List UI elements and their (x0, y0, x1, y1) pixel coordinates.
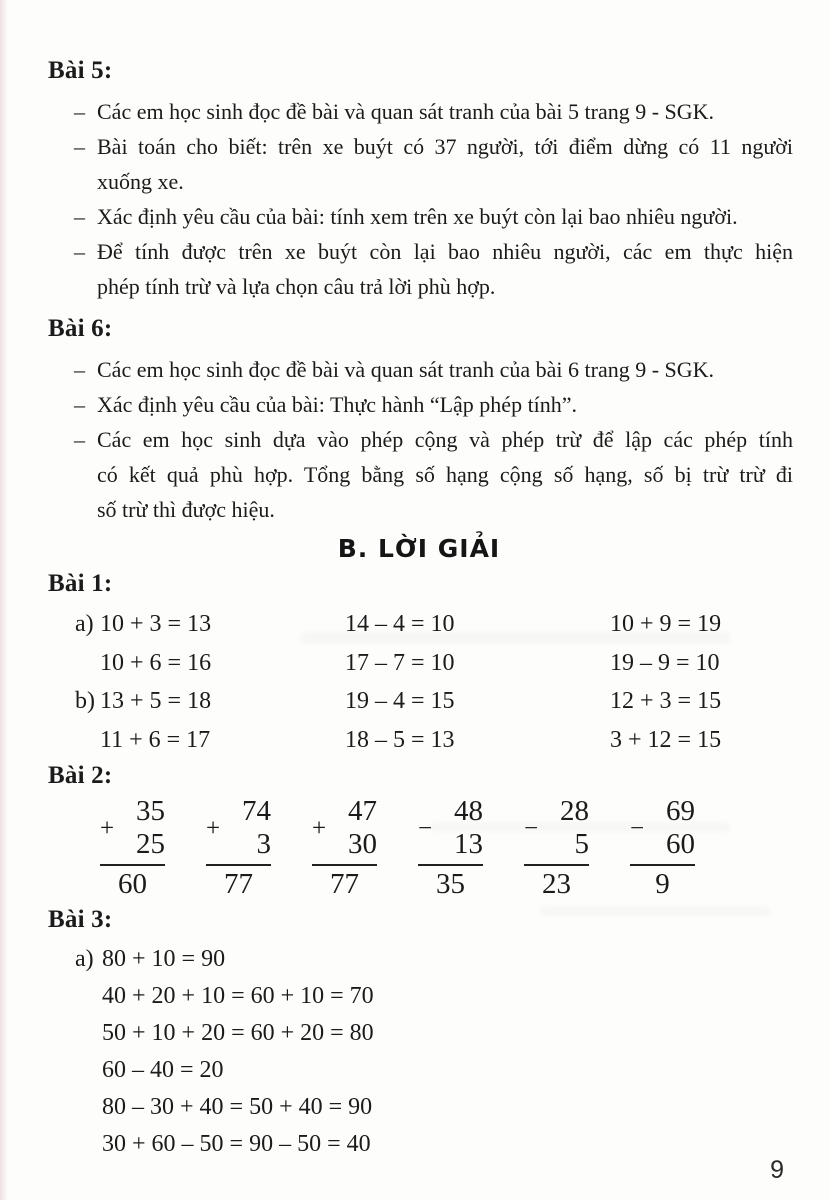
bullet-text: có kết quả phù hợp. Tổng bằng số hạng cộng số hạng, số bị trừ trừ đi (97, 462, 793, 487)
equation-row-label: b) (75, 688, 95, 714)
bullet-text: phép tính trừ và lựa chọn câu trả lời phù hợp. (97, 274, 496, 299)
operand-top: 35 (136, 795, 165, 827)
result-value: 60 (118, 868, 147, 900)
operand-top: 47 (348, 795, 377, 827)
bullet-continuation (97, 269, 793, 304)
equation: 60 – 40 = 20 (102, 1057, 224, 1083)
bullet-text: xuống xe. (97, 169, 184, 194)
bai5-heading: Bài 5: (48, 57, 113, 84)
bullet-dash: – (74, 99, 85, 124)
operator-sign: − (418, 814, 433, 842)
bullet-item (74, 352, 793, 387)
bullet-text: Các em học sinh dựa vào phép cộng và phép trừ để lập các phép tính (97, 427, 793, 452)
solutions-section-heading: B. LỜI GIẢI (337, 534, 501, 563)
operand-top: 28 (560, 795, 589, 827)
equation: 50 + 10 + 20 = 60 + 20 = 80 (102, 1020, 374, 1046)
bai1-heading: Bài 1: (48, 570, 113, 597)
equation: 14 – 4 = 10 (345, 611, 455, 637)
operator-sign: + (312, 814, 327, 842)
bullet-text: Xác định yêu cầu của bài: Thực hành “Lập phép tính”. (97, 392, 578, 417)
equation: 11 + 6 = 17 (100, 726, 211, 753)
equation-line (75, 1015, 790, 1052)
operator-sign: + (206, 814, 221, 842)
equation-row-label: a) (75, 611, 94, 637)
result-value: 9 (655, 868, 670, 900)
bullet-text: Các em học sinh đọc đề bài và quan sát tranh của bài 6 trang 9 - SGK. (97, 357, 715, 382)
vertical-problem (206, 795, 271, 901)
equation: 17 – 7 = 10 (345, 649, 455, 676)
equation-line (75, 1089, 790, 1126)
bai3-heading: Bài 3: (48, 906, 113, 933)
equation: 19 – 4 = 15 (345, 688, 455, 714)
operand-bottom: 5 (574, 828, 589, 860)
vertical-problem (630, 795, 695, 901)
bullet-dash: – (74, 239, 85, 264)
equation: 18 – 5 = 13 (345, 726, 455, 753)
vertical-problem (100, 795, 165, 901)
operand-bottom: 60 (666, 828, 695, 860)
result-value: 77 (330, 868, 359, 900)
equation-line (75, 978, 790, 1015)
operator-sign: + (100, 814, 115, 842)
bullet-dash: – (74, 134, 85, 159)
bullet-item (74, 94, 793, 129)
result-value: 77 (224, 868, 253, 900)
bai2-heading: Bài 2: (48, 762, 113, 789)
result-value: 23 (542, 868, 571, 900)
equation: 13 + 5 = 18 (100, 688, 212, 714)
bai3-equation-list (75, 941, 790, 1163)
vertical-problem (418, 795, 483, 901)
equation-line (75, 1126, 790, 1163)
bai1-equation-grid (75, 605, 790, 759)
equation: 10 + 9 = 19 (610, 611, 722, 637)
operator-sign: − (524, 814, 539, 842)
operand-bottom: 13 (454, 828, 483, 860)
operand-top: 74 (242, 795, 271, 827)
equation-line (75, 941, 790, 978)
bai5-bullets (74, 94, 793, 304)
bullet-item (74, 387, 793, 422)
vertical-problem (524, 795, 589, 901)
result-value: 35 (436, 868, 465, 900)
bullet-continuation (97, 164, 793, 199)
vertical-problem (312, 795, 377, 901)
bullet-dash: – (74, 204, 85, 229)
bullet-text: Bài toán cho biết: trên xe buýt có 37 người, tới điểm dừng có 11 người (97, 134, 793, 159)
bullet-item (74, 199, 793, 234)
equation-row-label (75, 644, 100, 683)
equation: 30 + 60 – 50 = 90 – 50 = 40 (102, 1131, 371, 1157)
equation-row-label (75, 721, 100, 760)
bullet-dash: – (74, 392, 85, 417)
operator-sign: − (630, 814, 645, 842)
bullet-dash: – (74, 357, 85, 382)
equation: 12 + 3 = 15 (610, 688, 722, 714)
bullet-dash: – (74, 427, 85, 452)
equation: 19 – 9 = 10 (610, 649, 720, 676)
bullet-text: Xác định yêu cầu của bài: tính xem trên xe buýt còn lại bao nhiêu người. (97, 204, 738, 229)
bai6-heading: Bài 6: (48, 315, 113, 342)
operand-bottom: 25 (136, 828, 165, 860)
page-number: 9 (770, 1156, 784, 1184)
operand-top: 69 (666, 795, 695, 827)
equation-line (75, 1052, 790, 1089)
operand-bottom: 3 (256, 828, 271, 860)
equation: 40 + 20 + 10 = 60 + 10 = 70 (102, 983, 374, 1009)
bullet-item (74, 422, 793, 457)
bai6-bullets (74, 352, 793, 527)
page-edge-tint (0, 0, 8, 1200)
equation: 80 + 10 = 90 (102, 946, 226, 972)
bullet-text: Để tính được trên xe buýt còn lại bao nhiêu người, các em thực hiện (97, 239, 793, 264)
bullet-item (74, 129, 793, 164)
bai2-vertical-problems (100, 795, 790, 901)
bullet-text: số trừ thì được hiệu. (97, 497, 275, 522)
operand-top: 48 (454, 795, 483, 827)
equation: 80 – 30 + 40 = 50 + 40 = 90 (102, 1094, 373, 1120)
bullet-continuation (97, 457, 793, 492)
equation: 3 + 12 = 15 (610, 726, 722, 753)
bullet-continuation (97, 492, 793, 527)
equation: 10 + 3 = 13 (100, 611, 212, 637)
equation: 10 + 6 = 16 (100, 649, 212, 676)
bullet-text: Các em học sinh đọc đề bài và quan sát tranh của bài 5 trang 9 - SGK. (97, 99, 715, 124)
equation-row-label: a) (75, 946, 94, 972)
bullet-item (74, 234, 793, 269)
operand-bottom: 30 (348, 828, 377, 860)
